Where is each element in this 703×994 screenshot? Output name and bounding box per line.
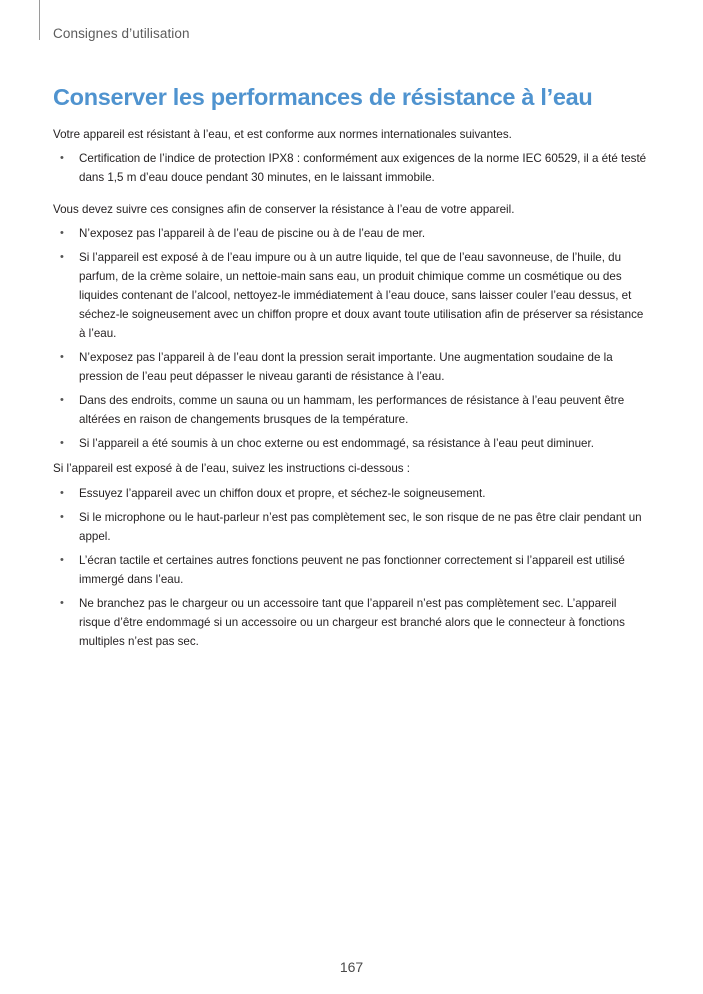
list-item-text: N’exposez pas l’appareil à de l’eau de piscine ou à de l’eau de mer. <box>79 227 426 240</box>
list-item-text: L’écran tactile et certaines autres fonctions peuvent ne pas fonctionner correctement si l’appareil est utilisé immergé dans l’eau. <box>79 554 625 586</box>
exposure-intro: Si l’appareil est exposé à de l’eau, suivez les instructions ci-dessous : <box>53 462 411 475</box>
exposure-instructions-list <box>53 484 649 651</box>
list-item <box>53 248 649 343</box>
list-item <box>53 391 649 429</box>
list-item-text: Si l’appareil est exposé à de l’eau impure ou à un autre liquide, tel que de l’eau savonneuse, de l’huile, du parfum, de la crème solaire, un nettoie-main sans eau, un produit chimique comme un cosmétique ou des liquides contenant de l’alcool, nettoyez-le immédiatement à l’eau douce, sans laisser couler l’eau dessus, et séchez-le soigneusement avec un chiffon propre et doux avant toute utilisation afin de préserver sa résistance à l’eau. <box>79 251 644 340</box>
list-item <box>53 594 649 651</box>
intro-paragraph: Votre appareil est résistant à l’eau, et est conforme aux normes internationales suivantes. <box>53 128 512 141</box>
list-item-text: Si l’appareil a été soumis à un choc externe ou est endommagé, sa résistance à l’eau peut diminuer. <box>79 437 594 450</box>
header-divider <box>39 0 40 40</box>
list-item <box>53 224 649 243</box>
bullet-icon: • <box>60 251 64 263</box>
guidelines-intro: Vous devez suivre ces consignes afin de conserver la résistance à l’eau de votre appareil. <box>53 203 515 216</box>
main-content <box>53 125 649 656</box>
list-item-text: Ne branchez pas le chargeur ou un accessoire tant que l’appareil n’est pas complètement sec. L’appareil risque d’être endommagé si un accessoire ou un chargeur est branché alors que le connecteur à fonctions multiples n’est pas sec. <box>79 597 625 648</box>
list-item <box>53 508 649 546</box>
certification-list <box>53 149 649 187</box>
list-item <box>53 551 649 589</box>
list-item <box>53 149 649 187</box>
section-header: Consignes d’utilisation <box>53 26 190 41</box>
list-item-text: Si le microphone ou le haut-parleur n’est pas complètement sec, le son risque de ne pas être clair pendant un appel. <box>79 511 642 543</box>
guidelines-list <box>53 224 649 453</box>
bullet-icon: • <box>60 351 64 363</box>
bullet-icon: • <box>60 554 64 566</box>
bullet-icon: • <box>60 487 64 499</box>
list-item-text: Dans des endroits, comme un sauna ou un hammam, les performances de résistance à l’eau peuvent être altérées en raison de changements brusques de la température. <box>79 394 625 426</box>
list-item <box>53 348 649 386</box>
list-item-text: Certification de l’indice de protection IPX8 : conformément aux exigences de la norme IEC 60529, il a été testé dans 1,5 m d’eau douce pendant 30 minutes, en le laissant immobile. <box>79 152 647 184</box>
page-title: Conserver les performances de résistance à l’eau <box>53 84 593 110</box>
list-item-text: N’exposez pas l’appareil à de l’eau dont la pression serait importante. Une augmentation soudaine de la pression de l’eau peut dépasser le niveau garanti de résistance à l’eau. <box>79 351 613 383</box>
list-item <box>53 484 649 503</box>
bullet-icon: • <box>60 597 64 609</box>
bullet-icon: • <box>60 227 64 239</box>
list-item <box>53 434 649 453</box>
bullet-icon: • <box>60 511 64 523</box>
bullet-icon: • <box>60 152 64 164</box>
list-item-text: Essuyez l’appareil avec un chiffon doux et propre, et séchez-le soigneusement. <box>79 487 486 500</box>
bullet-icon: • <box>60 437 64 449</box>
page-number: 167 <box>339 959 364 975</box>
bullet-icon: • <box>60 394 64 406</box>
